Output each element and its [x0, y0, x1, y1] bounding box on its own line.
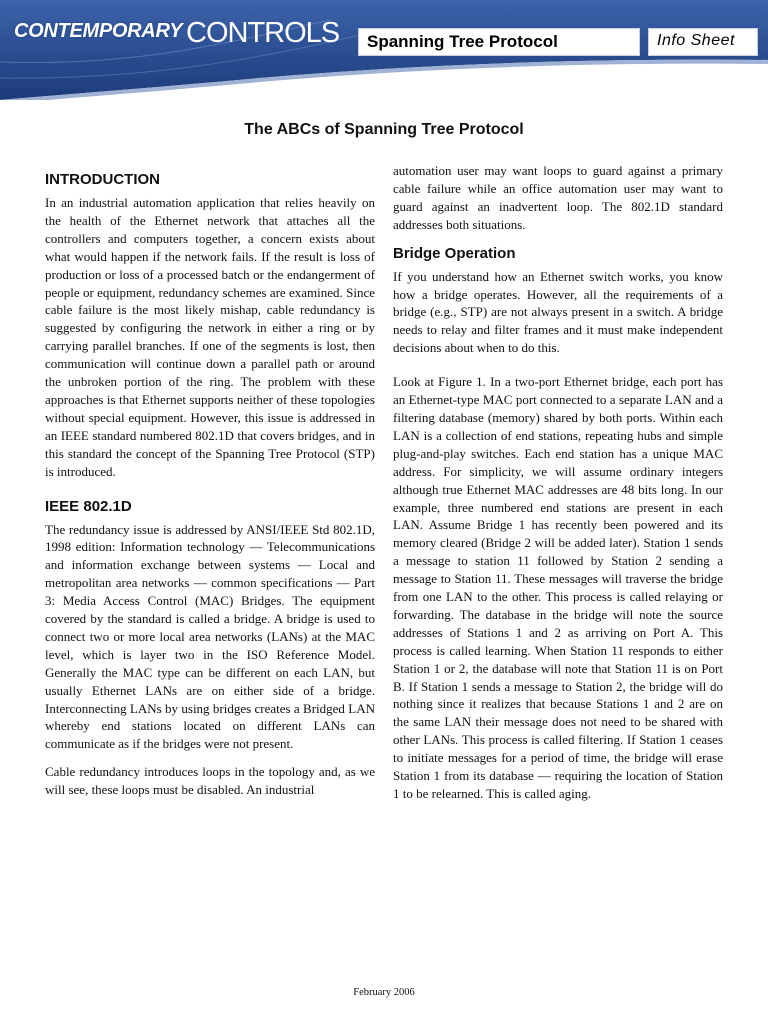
header-banner — [0, 0, 768, 100]
bridge-paragraph-1: If you understand how an Ethernet switch works, you know how a bridge operates. However, all the requirements of a bridge (e.g., STP) are not always present in a switch. A bridge needs to relay and filter frames and it must make independent decisions about when to do this. — [393, 268, 723, 356]
ieee-heading: IEEE 802.1D — [45, 497, 132, 515]
info-sheet-badge — [648, 28, 758, 56]
logo-controls: CONTROLS — [186, 17, 340, 49]
sheet-title-box — [358, 28, 640, 56]
footer-date: February 2006 — [353, 987, 415, 998]
introduction-heading: INTRODUCTION — [45, 171, 160, 188]
bridge-operation-heading: Bridge Operation — [393, 244, 516, 262]
info-sheet-label: Info Sheet — [657, 32, 735, 49]
bridge-paragraph-2: Look at Figure 1. In a two-port Ethernet bridge, each port has an Ethernet-type MAC port connected to a separate LAN and a filtering database (memory) shared by both ports. Within each LAN is a collection of end stations, repeating hubs and simple plug-and-play switches. Each end station has a unique MAC address. For simplicity, we will assume ordinary integers although true Ethernet MAC addresses are 48 bits long. In our example, three numbered end stations are present in each LAN. Assume Bridge 1 has recently been powered and its memory cleared (Bridge 2 will be added later). Station 1 sends a message to station 11 followed by Station 2 sending a message to Station 11. These messages will traverse the bridge from one LAN to the other. This process is called relaying or forwarding. The database in the bridge will note the source addresses of Stations 1 and 2 as arriving on Port A. This process is called learning. When Station 11 responds to either Station 1 or 2, the database will note that Station 11 is on Port B. If Station 1 sends a message to Station 2, the bridge will do nothing since it realizes that because Stations 1 and 2 are on the same LAN their message does not need to be shared with other LANs. This process is called filtering. If Station 1 ceases to initiate messages for a period of time, the bridge will erase Station 1 from its database — requiring the location of Station 1 to be relearned. This is called aging. — [393, 374, 723, 801]
introduction-paragraph: In an industrial automation application that relies heavily on the health of the Ethernet network that attaches all the controllers and computers together, a concern exists about what would happen if the network fails. If the result is loss of production or loss of a processed batch or the endangerment of people or equipment, redundancy schemes are examined. Since cable failure is the most likely mishap, cable redundancy is suggested by configuring the network in either a ring or by carrying parallel branches. If one of the segments is lost, then communication will continue down a parallel path or around the unbroken portion of the ring. The problem with these approaches is that Ethernet supports neither of these topologies without special equipment. However, this issue is addressed in an IEEE standard numbered 802.1D that covers bridges, and in this standard the concept of the Spanning Tree Protocol (STP) is introduced. — [45, 195, 375, 479]
sheet-title: Spanning Tree Protocol — [367, 32, 558, 51]
ieee-paragraph-2-continued: automation user may want loops to guard against a primary cable failure while an office automation user may want to guard against an inadvertent loop. The 802.1D standard addresses both situations. — [393, 163, 723, 232]
right-column — [393, 162, 723, 803]
ieee-paragraph-2: Cable redundancy introduces loops in the topology and, as we will see, these loops must be disabled. An industrial — [45, 764, 375, 798]
ieee-paragraph-1: The redundancy issue is addressed by ANSI/IEEE Std 802.1D, 1998 edition: Information technology — Telecommunications and information exchange between systems — Local and metropolitan area networks — common specifications — Part 3: Media Access Control (MAC) Bridges. The equipment covered by the standard is called a bridge. A bridge is used to connect two or more local area networks (LANs) at the MAC level, which is layer two in the ISO Reference Model. Generally the MAC type can be different on each LAN, but usually Ethernet LANs are on either side of a bridge. Interconnecting LANs by using bridges creates a Bridged LAN whereby end stations located on different LANs can communicate as if the bridges were not present. — [45, 521, 375, 752]
logo-contemporary: CONTEMPORARY — [14, 20, 183, 42]
left-column — [45, 170, 375, 799]
document-title: The ABCs of Spanning Tree Protocol — [244, 121, 524, 138]
